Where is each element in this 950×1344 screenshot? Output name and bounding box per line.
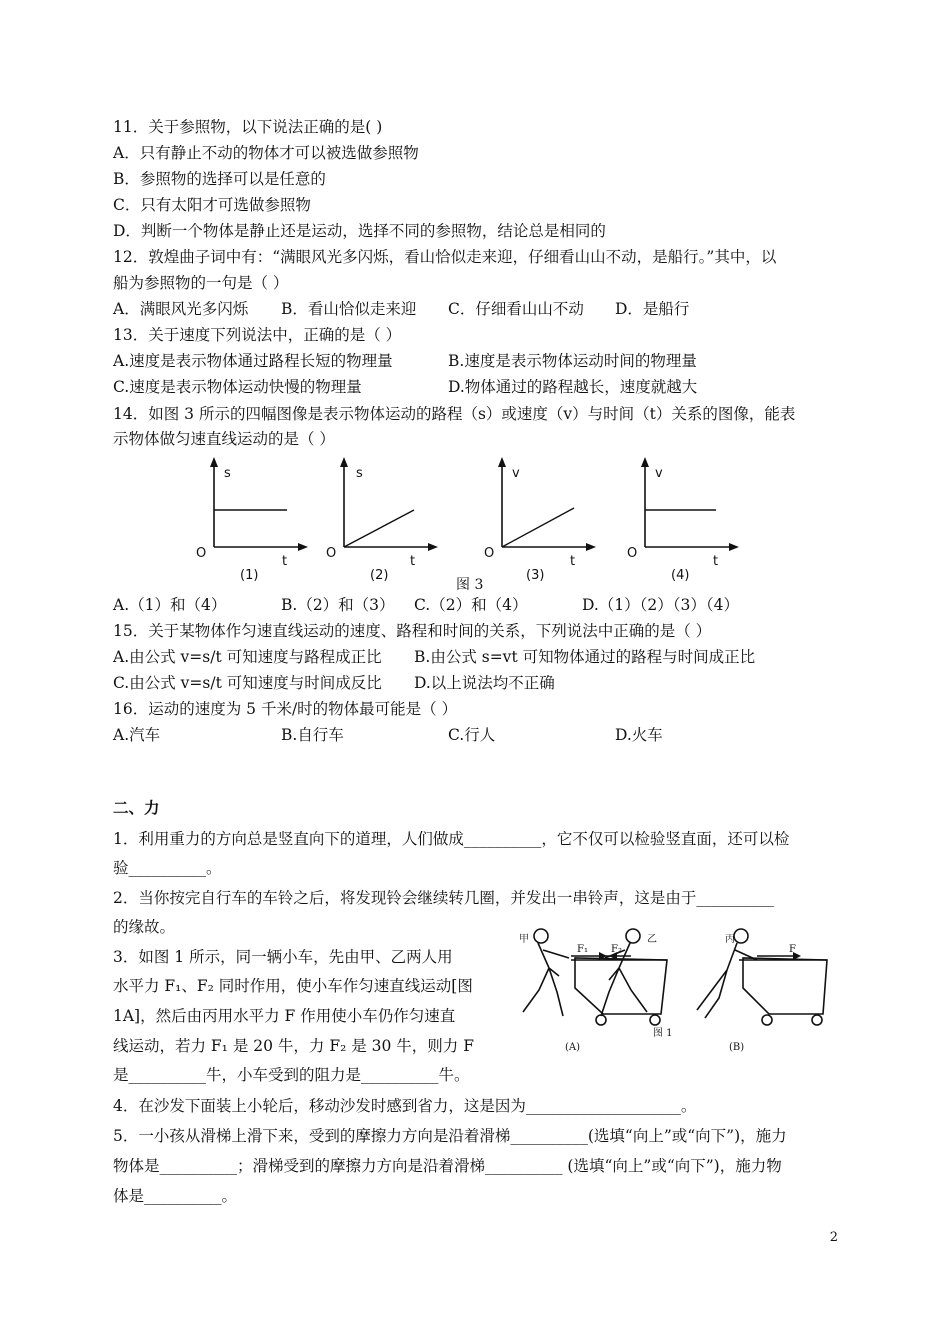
graph-1-y-arrow xyxy=(210,457,218,467)
q12-option-a: A．满眼风光多闪烁 xyxy=(113,300,249,318)
s2-q2-line2: 的缘故。 xyxy=(113,918,176,936)
q11-option-a: A．只有静止不动的物体才可以被选做参照物 xyxy=(113,144,419,162)
s2-q2-line1: 2．当你按完自行车的车铃之后，将发现铃会继续转几圈，并发出一串铃声，这是由于__________ xyxy=(113,889,774,907)
q11-option-b: B．参照物的选择可以是任意的 xyxy=(113,170,326,188)
graph-1-xlabel: t xyxy=(282,554,288,569)
page-number: 2 xyxy=(829,1230,838,1245)
person-bing-head xyxy=(734,929,748,943)
q12-option-c: C．仔细看山山不动 xyxy=(448,300,584,318)
graph-2 xyxy=(322,455,442,583)
graph-4-ylabel: v xyxy=(655,466,663,481)
cart-b-wheel-left xyxy=(762,1015,772,1025)
q15-option-b: B.由公式 s=vt 可知物体通过的路程与时间成正比 xyxy=(414,648,756,666)
label-f2: F₂ xyxy=(611,944,622,955)
person-jia-body xyxy=(523,943,569,1016)
s2-q5-line2: 物体是__________；滑梯受到的摩擦力方向是沿着滑梯__________ (选填“向上”或“向下”)，施力物 xyxy=(113,1157,782,1175)
q15-option-a: A.由公式 v=s/t 可知速度与路程成正比 xyxy=(113,648,382,666)
graph-1-origin: O xyxy=(196,546,207,561)
s2-q1-line2: 验__________。 xyxy=(113,859,222,877)
graph-2-line xyxy=(344,510,414,547)
section-2-title: 二、力 xyxy=(113,798,160,817)
q16-option-d: D.火车 xyxy=(615,726,663,744)
person-bing-body xyxy=(697,943,757,1018)
graph-4-y-arrow xyxy=(641,457,649,467)
label-bing: 丙 xyxy=(725,934,735,945)
q14-option-c: C.（2）和（4） xyxy=(414,596,528,614)
s2-q4: 4．在沙发下面装上小轮后，移动沙发时感到省力，这是因为____________________。 xyxy=(113,1097,697,1115)
q15-option-c: C.由公式 v=s/t 可知速度与时间成反比 xyxy=(113,674,382,692)
figure-1 xyxy=(505,920,835,1060)
graph-3-caption: (3) xyxy=(526,568,545,583)
label-yi: 乙 xyxy=(647,934,657,945)
q14-option-a: A.（1）和（4） xyxy=(113,596,227,614)
graph-2-y-arrow xyxy=(340,457,348,467)
graph-3-line xyxy=(502,508,574,547)
graph-2-origin: O xyxy=(326,546,337,561)
graph-2-xlabel: t xyxy=(410,554,416,569)
q12-option-d: D．是船行 xyxy=(615,300,690,318)
q14-stem-line1: 14．如图 3 所示的四幅图像是表示物体运动的路程（s）或速度（v）与时间（t）关系的图像，能表 xyxy=(113,405,796,423)
q16-option-b: B.自行车 xyxy=(281,726,344,744)
figure-3-label: 图 3 xyxy=(456,577,484,593)
s2-q3-line2: 水平力 F₁、F₂ 同时作用，使小车作匀速直线运动[图 xyxy=(113,977,473,995)
caption-b: (B) xyxy=(729,1042,745,1053)
cart-b-body xyxy=(743,958,827,1014)
q11-option-d: D．判断一个物体是静止还是运动，选择不同的参照物，结论总是相同的 xyxy=(113,222,606,240)
figure-1-label: 图 1 xyxy=(653,1028,673,1039)
q13-option-a: A.速度是表示物体通过路程长短的物理量 xyxy=(113,352,393,370)
s2-q3-line3: 1A]，然后由丙用水平力 F 作用使小车仍作匀速直 xyxy=(113,1007,456,1025)
q14-option-b: B.（2）和（3） xyxy=(281,596,395,614)
graph-3-xlabel: t xyxy=(570,554,576,569)
q13-option-c: C.速度是表示物体运动快慢的物理量 xyxy=(113,378,362,396)
graph-3-ylabel: v xyxy=(512,466,520,481)
graph-1-x-arrow xyxy=(298,543,308,551)
q15-option-d: D.以上说法均不正确 xyxy=(414,674,555,692)
graph-1 xyxy=(192,455,312,583)
figure-1-drawing xyxy=(505,920,835,1060)
graph-2-x-arrow xyxy=(428,543,438,551)
q11-stem: 11．关于参照物，以下说法正确的是( ) xyxy=(113,118,383,136)
q12-stem-line2: 船为参照物的一句是（ ） xyxy=(113,274,289,292)
person-yi-body xyxy=(601,943,647,1016)
q14-option-d: D.（1）（2）（3）（4） xyxy=(582,596,739,614)
s2-q3-line5: 是__________牛，小车受到的阻力是__________牛。 xyxy=(113,1066,470,1084)
graph-4-x-arrow xyxy=(729,543,739,551)
q15-stem: 15．关于某物体作匀速直线运动的速度、路程和时间的关系，下列说法中正确的是（ ） xyxy=(113,622,712,640)
q14-stem-line2: 示物体做匀速直线运动的是（ ） xyxy=(113,430,335,448)
q13-option-b: B.速度是表示物体运动时间的物理量 xyxy=(448,352,697,370)
q13-option-d: D.物体通过的路程越长，速度就越大 xyxy=(448,378,698,396)
graph-3-origin: O xyxy=(484,546,495,561)
graph-3-y-arrow xyxy=(498,457,506,467)
label-jia: 甲 xyxy=(519,934,529,945)
graph-4-origin: O xyxy=(627,546,638,561)
label-f: F xyxy=(789,944,796,955)
q12-option-b: B．看山恰似走来迎 xyxy=(281,300,417,318)
person-jia-head xyxy=(534,929,548,943)
q12-stem-line1: 12．敦煌曲子词中有：“满眼风光多闪烁，看山恰似走来迎，仔细看山山不动，是船行。”其中，以 xyxy=(113,248,777,266)
cart-a-wheel-right xyxy=(650,1015,660,1025)
s2-q5-line3: 体是__________。 xyxy=(113,1187,238,1205)
graph-3-x-arrow xyxy=(586,543,596,551)
s2-q3-line4: 线运动，若力 F₁ 是 20 牛，力 F₂ 是 30 牛，则力 F xyxy=(113,1037,474,1055)
graph-4-caption: (4) xyxy=(671,568,690,583)
person-yi-head xyxy=(626,929,640,943)
q16-option-c: C.行人 xyxy=(448,726,496,744)
graph-4 xyxy=(623,455,743,583)
s2-q1-line1: 1．利用重力的方向总是竖直向下的道理，人们做成__________，它不仅可以检验竖直面，还可以检 xyxy=(113,830,790,848)
s2-q5-line1: 5．一小孩从滑梯上滑下来，受到的摩擦力方向是沿着滑梯__________(选填“向上”或“向下”)，施力 xyxy=(113,1127,787,1145)
graph-2-caption: (2) xyxy=(370,568,389,583)
q11-option-c: C．只有太阳才可选做参照物 xyxy=(113,196,311,214)
graph-1-caption: (1) xyxy=(240,568,259,583)
graph-1-ylabel: s xyxy=(224,466,231,481)
s2-q3-line1: 3．如图 1 所示，同一辆小车，先由甲、乙两人用 xyxy=(113,948,453,966)
cart-a-body xyxy=(575,958,667,1014)
q16-option-a: A.汽车 xyxy=(113,726,161,744)
q16-stem: 16．运动的速度为 5 千米/时的物体最可能是（ ） xyxy=(113,700,458,718)
caption-a: (A) xyxy=(565,1042,581,1053)
cart-a-wheel-left xyxy=(596,1015,606,1025)
label-f1: F₁ xyxy=(577,944,588,955)
q13-stem: 13．关于速度下列说法中，正确的是（ ） xyxy=(113,326,402,344)
graph-3 xyxy=(480,455,600,583)
cart-b-wheel-right xyxy=(812,1015,822,1025)
graph-4-xlabel: t xyxy=(713,554,719,569)
graph-2-ylabel: s xyxy=(356,466,363,481)
